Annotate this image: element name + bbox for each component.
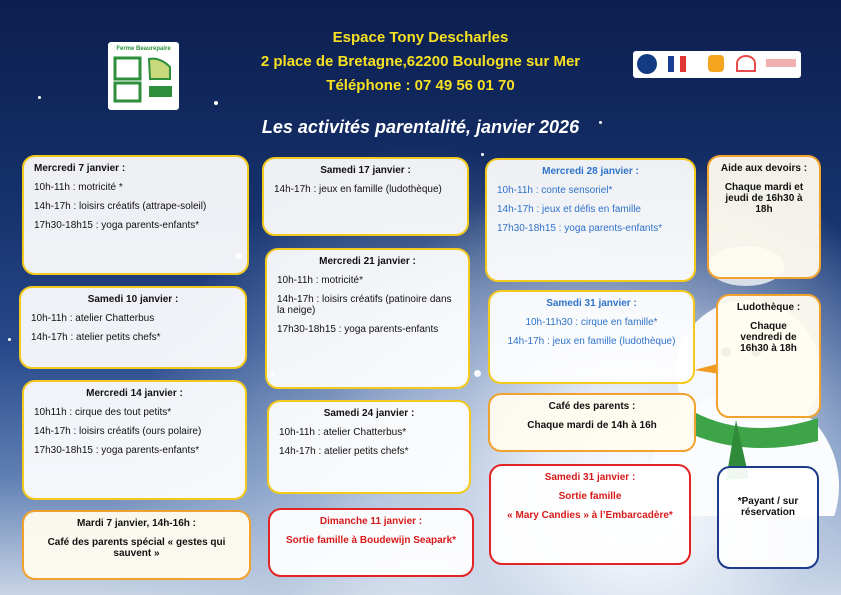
activity: 14h-17h : loisirs créatifs (ours polaire) — [34, 426, 202, 437]
card-payant-note — [717, 466, 819, 569]
sparkle — [214, 101, 218, 105]
card-samedi-17 — [262, 157, 469, 236]
card-title: Samedi 24 janvier : — [323, 408, 415, 419]
activity: 10h-11h : atelier Chatterbus — [31, 313, 155, 324]
card-ludotheque — [716, 294, 821, 418]
activity: 17h30-18h15 : yoga parents-enfants* — [34, 220, 200, 231]
card-samedi-31 — [488, 290, 695, 384]
france-logo-icon — [766, 59, 796, 67]
republic-logo-icon — [668, 56, 686, 72]
header-line-2: 2 place de Bretagne,62200 Boulogne sur Mer — [260, 53, 581, 70]
card-samedi-24 — [267, 400, 471, 494]
card-cafe-parents — [488, 393, 696, 452]
activity: Chaque mardi de 14h à 16h — [527, 420, 657, 431]
card-title: Ludothèque : — [736, 302, 801, 313]
activity: 10h-11h : motricité* — [277, 275, 363, 286]
activity: 14h-17h : atelier petits chefs* — [279, 446, 409, 457]
activity: 17h30-18h15 : yoga parents-enfants* — [34, 445, 200, 456]
card-mercredi-21 — [265, 248, 470, 389]
card-title: Dimanche 11 janvier : — [319, 516, 423, 527]
header-line-1: Espace Tony Descharles — [332, 29, 509, 46]
activity: « Mary Candies » à l’Embarcadère* — [507, 510, 673, 521]
activity: 17h30-18h15 : yoga parents-enfants* — [497, 223, 663, 234]
activity: 14h-17h : jeux et défis en famille — [497, 204, 641, 215]
activity: Chaque mardi et jeudi de 16h30 à 18h — [724, 182, 804, 215]
card-title: Café des parents : — [548, 401, 636, 412]
boulogne-logo-icon — [708, 55, 724, 72]
card-title: Samedi 31 janvier : — [544, 472, 636, 483]
activity: 10h-11h30 : cirque en famille* — [525, 317, 658, 328]
note-text: *Payant / sur réservation — [737, 496, 799, 518]
card-mercredi-14 — [22, 380, 247, 500]
card-title: Mardi 7 janvier, 14h-16h : — [77, 518, 196, 529]
sparkle — [8, 338, 11, 341]
activity: 10h11h : cirque des tout petits* — [34, 407, 172, 418]
sparkle — [481, 153, 484, 156]
card-samedi-10 — [19, 286, 247, 369]
page-title: Les activités parentalité, janvier 2026 — [261, 117, 580, 137]
activity: 14h-17h : atelier petits chefs* — [31, 332, 161, 343]
card-title: Aide aux devoirs : — [720, 163, 808, 174]
activity: 10h-11h : atelier Chatterbus* — [279, 427, 407, 438]
sparkle — [474, 370, 481, 377]
activity: 14h-17h : loisirs créatifs (patinoire dans la neige) — [277, 294, 452, 316]
activity: 14h-17h : jeux en famille (ludothèque) — [507, 336, 676, 347]
card-title: Mercredi 7 janvier : — [34, 163, 126, 174]
departement-logo-icon — [736, 55, 756, 72]
card-mardi-7 — [22, 510, 251, 580]
card-samedi-31-sortie — [489, 464, 691, 565]
activity: 17h30-18h15 : yoga parents-enfants — [277, 324, 439, 335]
card-title: Mercredi 28 janvier : — [542, 166, 639, 177]
activity: 14h-17h : loisirs créatifs (attrape-soleil) — [34, 201, 207, 212]
logo-text: Ferme Beaurepaire — [116, 46, 171, 52]
card-mercredi-7 — [22, 155, 249, 275]
card-title: Mercredi 21 janvier : — [319, 256, 416, 267]
card-title: Samedi 31 janvier : — [546, 298, 637, 309]
activity: Chaque vendredi de 16h30 à 18h — [740, 321, 797, 354]
header-line-3: Téléphone : 07 49 56 01 70 — [326, 77, 515, 94]
partner-logos — [633, 51, 801, 78]
caf-logo-icon — [637, 54, 657, 74]
activity: Sortie famille à Boudewijn Seapark* — [285, 535, 457, 546]
activity: 14h-17h : jeux en famille (ludothèque) — [274, 184, 442, 195]
card-title: Samedi 17 janvier : — [320, 165, 411, 176]
activity: 10h-11h : motricité * — [34, 182, 123, 193]
card-title: Samedi 10 janvier : — [87, 294, 179, 305]
card-title: Mercredi 14 janvier : — [86, 388, 183, 399]
card-dimanche-11 — [268, 508, 474, 577]
activity: 10h-11h : conte sensoriel* — [497, 185, 613, 196]
card-aide-devoirs — [707, 155, 821, 279]
activity: Sortie famille — [558, 491, 622, 502]
activity: Café des parents spécial « gestes qui sauvent » — [47, 537, 226, 559]
card-mercredi-28 — [485, 158, 696, 282]
